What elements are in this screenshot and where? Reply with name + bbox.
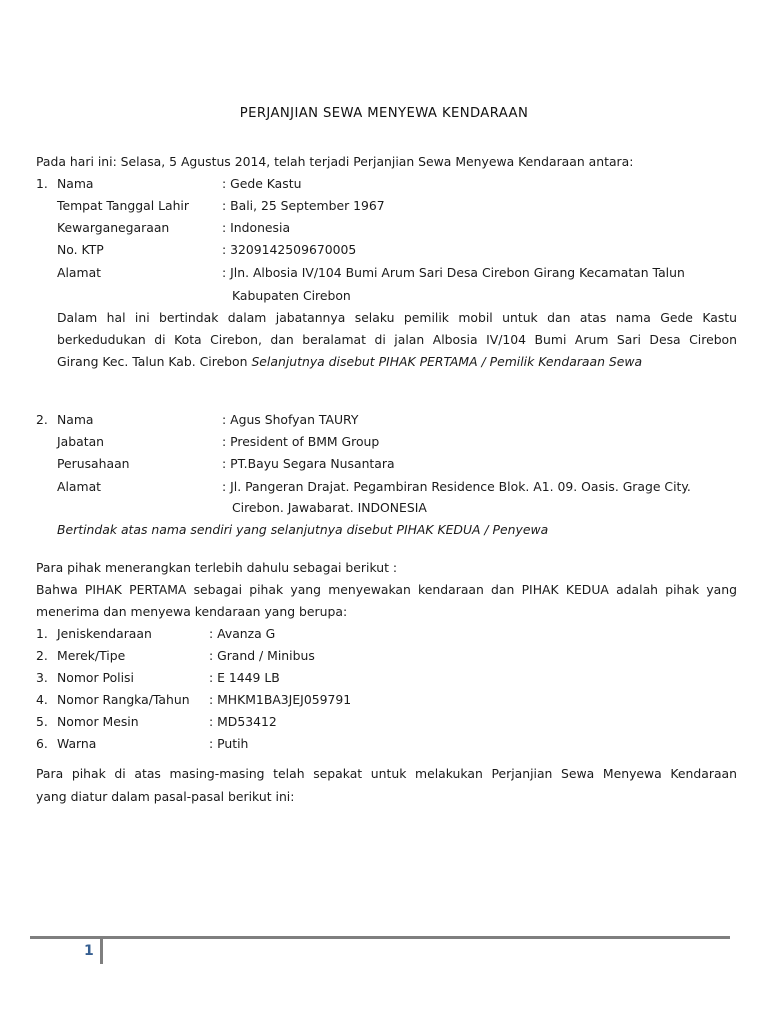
vehicle-item-number: 1.	[36, 626, 48, 641]
party-one-value: : 3209142509670005	[222, 242, 357, 257]
closing-line: Para pihak di atas masing-masing telah sepakat untuk melakukan Perjanjian Sewa Menyewa Kendaraan	[36, 766, 737, 781]
footer-divider	[30, 936, 730, 939]
party-two-value: : President of BMM Group	[222, 434, 380, 449]
page-number-separator	[100, 938, 103, 964]
vehicle-item-label: Nomor Polisi	[57, 670, 134, 685]
document-title: PERJANJIAN SEWA MENYEWA KENDARAAN	[239, 106, 529, 121]
vehicle-item-value: : MD53412	[209, 714, 277, 729]
party-one-address-continued: Kabupaten Cirebon	[232, 288, 351, 303]
party-one-designation: Selanjutnya disebut PIHAK PERTAMA / Pemilik Kendaraan Sewa	[251, 354, 643, 369]
party-one-number: 1.	[36, 176, 48, 191]
vehicle-item-value: : Grand / Minibus	[209, 648, 315, 663]
party-one-paragraph-line	[57, 351, 642, 373]
party-one-paragraph-text: Girang Kec. Talun Kab. Cirebon	[57, 354, 252, 369]
party-two-address-continued: Cirebon. Jawabarat. INDONESIA	[232, 500, 427, 515]
party-one-label: Nama	[57, 176, 94, 191]
party-two-label: Nama	[57, 412, 94, 427]
intro-text: Pada hari ini: Selasa, 5 Agustus 2014, telah terjadi Perjanjian Sewa Menyewa Kendaraan antara:	[36, 154, 634, 169]
vehicle-item-number: 6.	[36, 736, 48, 751]
party-two-label: Alamat	[57, 479, 102, 494]
vehicle-item-label: Warna	[57, 736, 97, 751]
explain-line: menerima dan menyewa kendaraan yang berupa:	[36, 604, 348, 619]
party-two-label: Jabatan	[57, 434, 105, 449]
vehicle-item-value: : Avanza G	[209, 626, 276, 641]
vehicle-item-label: Merek/Tipe	[57, 648, 126, 663]
party-two-value: : PT.Bayu Segara Nusantara	[222, 456, 395, 471]
vehicle-item-label: Nomor Mesin	[57, 714, 139, 729]
party-two-value: : Jl. Pangeran Drajat. Pegambiran Residence Blok. A1. 09. Oasis. Grage City.	[222, 479, 691, 494]
explain-line: Para pihak menerangkan terlebih dahulu sebagai berikut :	[36, 560, 398, 575]
party-two-designation: Bertindak atas nama sendiri yang selanjutnya disebut PIHAK KEDUA / Penyewa	[57, 522, 549, 537]
vehicle-item-value: : E 1449 LB	[209, 670, 280, 685]
vehicle-item-value: : MHKM1BA3JEJ059791	[209, 692, 352, 707]
vehicle-item-number: 4.	[36, 692, 48, 707]
closing-line: yang diatur dalam pasal-pasal berikut ini:	[36, 789, 295, 804]
party-one-label: No. KTP	[57, 242, 104, 257]
party-one-value: : Gede Kastu	[222, 176, 302, 191]
party-one-label: Alamat	[57, 265, 102, 280]
vehicle-item-label: Jeniskendaraan	[57, 626, 152, 641]
party-one-value: : Jln. Albosia IV/104 Bumi Arum Sari Desa Cirebon Girang Kecamatan Talun	[222, 265, 685, 280]
party-one-value: : Indonesia	[222, 220, 291, 235]
explain-line: Bahwa PIHAK PERTAMA sebagai pihak yang menyewakan kendaraan dan PIHAK KEDUA adalah pihak yang	[36, 582, 737, 597]
party-one-label: Tempat Tanggal Lahir	[57, 198, 189, 213]
vehicle-item-label: Nomor Rangka/Tahun	[57, 692, 190, 707]
party-two-number: 2.	[36, 412, 48, 427]
vehicle-item-number: 5.	[36, 714, 48, 729]
party-two-label: Perusahaan	[57, 456, 130, 471]
page-number: 1	[84, 943, 94, 959]
party-one-paragraph-line: berkedudukan di Kota Cirebon, dan beralamat di jalan Albosia IV/104 Bumi Arum Sari Desa Cirebon	[57, 332, 737, 347]
vehicle-item-value: : Putih	[209, 736, 249, 751]
party-one-paragraph-line: Dalam hal ini bertindak dalam jabatannya selaku pemilik mobil untuk dan atas nama Gede Kastu	[57, 310, 737, 325]
vehicle-item-number: 3.	[36, 670, 48, 685]
party-two-value: : Agus Shofyan TAURY	[222, 412, 359, 427]
vehicle-item-number: 2.	[36, 648, 48, 663]
party-one-label: Kewarganegaraan	[57, 220, 170, 235]
party-one-value: : Bali, 25 September 1967	[222, 198, 385, 213]
